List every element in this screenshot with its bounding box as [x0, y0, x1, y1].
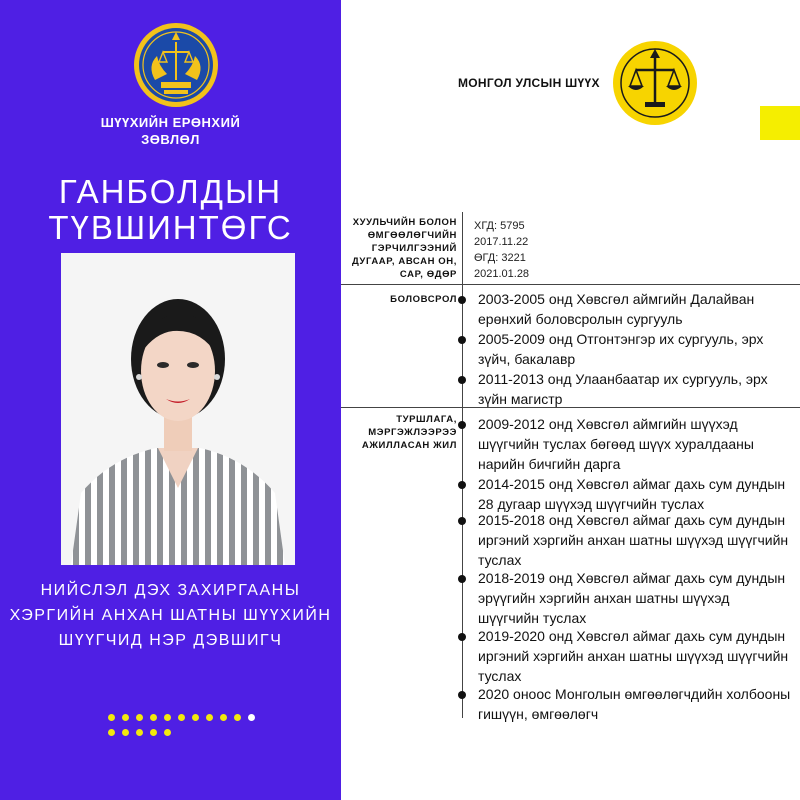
position-line-2: ХЭРГИЙН АНХАН ШАТНЫ ШҮҮХИЙН: [9, 607, 332, 624]
education-bullet: [458, 296, 466, 304]
left-panel: [0, 0, 341, 800]
council-name-line-1: ШҮҮХИЙН ЕРӨНХИЙ: [100, 115, 241, 130]
divider-1: [341, 284, 800, 285]
position-line-1: НИЙСЛЭЛ ДЭХ ЗАХИРГААНЫ: [40, 582, 301, 599]
decorative-dots: [108, 714, 268, 744]
experience-bullet: [458, 517, 466, 525]
experience-bullet: [458, 633, 466, 641]
experience-item: 2015-2018 онд Хөвсгөл аймаг дахь сум дундын иргэний хэргийн анхан шатны шүүхэд шүүгчийн туслах: [478, 512, 789, 568]
council-emblem-icon: [133, 22, 219, 108]
education-item: 2005-2009 онд Отгонтэнгэр их сургууль, эрх зүйч, бакалавр: [478, 331, 764, 367]
license-label: ХУУЛЬЧИЙН БОЛОН ӨМГӨӨЛӨГЧИЙН ГЭРЧИЛГЭЭНИЙ ДУГААР, АВСАН ОН, САР, ӨДӨР: [351, 217, 457, 280]
experience-bullet: [458, 575, 466, 583]
experience-item: 2019-2020 онд Хөвсгөл аймаг дахь сум дундын иргэний хэргийн анхан шатны шүүхэд шүүгчийн туслах: [478, 628, 789, 684]
education-item: 2011-2013 онд Улаанбаатар их сургууль, эрх зүйн магистр: [478, 371, 768, 407]
experience-label: ТУРШЛАГА, МЭРГЭЖЛЭЭРЭЭ АЖИЛЛАСАН ЖИЛ: [361, 414, 457, 451]
candidate-given-name: ТҮВШИНТӨГС: [48, 209, 293, 246]
candidate-surname: ГАНБОЛДЫН: [58, 173, 283, 210]
education-item: 2003-2005 онд Хөвсгөл аймгийн Далайван ерөнхий боловсролын сургууль: [478, 291, 755, 327]
experience-bullet: [458, 421, 466, 429]
yellow-accent-square: [760, 106, 800, 140]
education-bullet: [458, 336, 466, 344]
experience-bullet: [458, 691, 466, 699]
license-value-4: 2021.01.28: [474, 268, 530, 280]
experience-item: 2018-2019 онд Хөвсгөл аймаг дахь сум дундын эрүүгийн хэргийн анхан шатны шүүхэд шүүгчийн туслах: [478, 570, 786, 626]
license-value-3: ӨГД: 3221: [474, 252, 526, 264]
court-emblem-icon: [612, 40, 698, 126]
experience-item: 2014-2015 онд Хөвсгөл аймаг дахь сум дундын 28 дугаар шүүхэд шүүгчийн туслах: [478, 476, 786, 512]
license-value-1: ХГД: 5795: [474, 220, 525, 232]
court-title: МОНГОЛ УЛСЫН ШҮҮХ: [458, 76, 600, 90]
license-value-2: 2017.11.22: [474, 236, 529, 248]
education-bullet: [458, 376, 466, 384]
timeline-line: [462, 212, 463, 718]
experience-bullet: [458, 481, 466, 489]
education-label: БОЛОВСРОЛ: [390, 294, 457, 305]
position-line-3: ШҮҮГЧИД НЭР ДЭВШИГЧ: [58, 632, 283, 649]
candidate-portrait: [61, 253, 295, 565]
experience-item: 2020 оноос Монголын өмгөөлөгчдийн холбооны гишүүн, өмгөөлөгч: [478, 686, 791, 722]
council-name-line-2: ЗӨВЛӨЛ: [141, 132, 200, 147]
experience-item: 2009-2012 онд Хөвсгөл аймгийн шүүхэд шүүгчийн туслах бөгөөд шүүх хуралдааны нарийн бичгийн дарга: [478, 416, 754, 472]
